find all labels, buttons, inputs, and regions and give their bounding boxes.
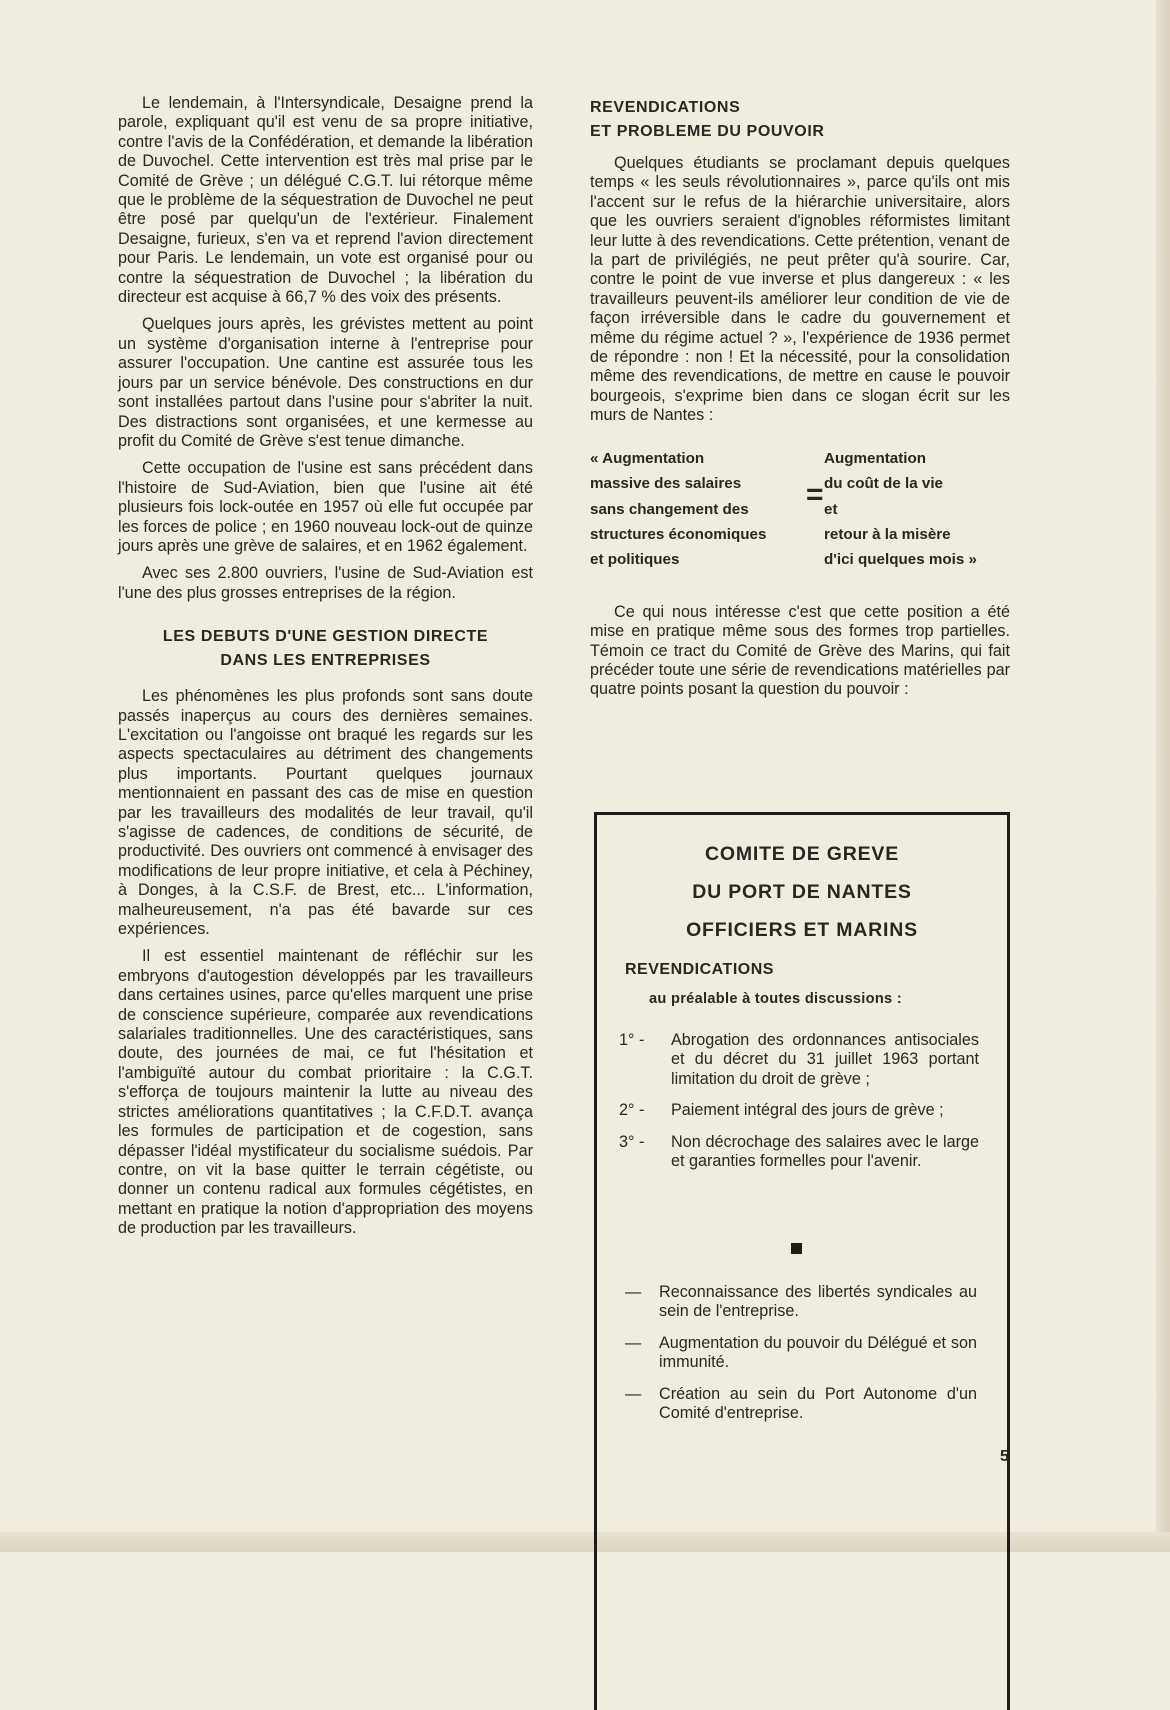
right-paragraph-1: Quelques étudiants se proclamant depuis quelques temps « les seuls révolutionnaires », parce qu'ils ont mis l'accent sur le refus de la hiérarchie universitaire, alors que les ouvriers seraient d'ignobles réformistes limitant leur lutte à des revendications. Cette prétention, venant de la part de privilégiés, ne peut prêter qu'à sourire. Car, contre le point de vue inverse et plus dangereux : « les travailleurs peuvent-ils améliorer leur condition de vie de façon irréversible dans le cadre du gouvernement et même du régime actuel ? », l'expérience de 1936 permet de répondre : non ! Et la nécessité, pour la consolidation même des revendications, de mettre en cause le pouvoir bourgeois, s'exprime bien dans ce slogan écrit sur les murs de Nantes : xyxy=(590,154,1010,425)
numbered-demands-list xyxy=(619,1031,979,1183)
right-column xyxy=(590,94,1010,708)
slogan-line: d'ici quelques mois » xyxy=(824,551,977,569)
slogan-equals-sign: = xyxy=(806,477,824,511)
slogan-block xyxy=(590,446,1010,573)
box-title-line: DU PORT DE NANTES xyxy=(692,881,912,903)
list-item-number: 3° - xyxy=(619,1132,645,1151)
dash-demands-list xyxy=(625,1283,977,1435)
strike-committee-box xyxy=(594,812,1010,1710)
slogan-right xyxy=(820,446,1006,573)
left-paragraph-2: Quelques jours après, les grévistes mettent au point un système d'organisation interne à l'entreprise pour assurer l'occupation. Une cantine est assurée tous les jours par un service bénévole. Des constructions en dur sont installées partout dans l'usine pour s'abriter la nuit. Des distractions sont organisées, et une kermesse au profit du Comité de Grève s'est tenue dimanche. xyxy=(118,315,533,450)
section-heading-gestion xyxy=(118,625,533,673)
list-item-text: Non décrochage des salaires avec le large et garanties formelles pour l'avenir. xyxy=(671,1132,979,1171)
left-paragraph-3: Cette occupation de l'usine est sans précédent dans l'histoire de Sud-Aviation, bien que l'usine ait été plusieurs fois lock-outée en 1957 où elle fut occupée par les forces de police ; en 1960 nouveau lock-out de quinze jours après une grève de salaires, et en 1962 également. xyxy=(118,459,533,555)
list-item xyxy=(625,1385,977,1424)
list-item xyxy=(625,1334,977,1373)
list-item-number: 2° - xyxy=(619,1101,645,1120)
left-paragraph-1: Le lendemain, à l'Intersyndicale, Desaigne prend la parole, expliquant qu'il est venu de sa propre initiative, contre l'avis de la Confédération, et demande la libération de Duvochel. Cette intervention est très mal prise par le Comité de Grève ; un délégué C.G.T. lui rétorque même que le problème de la séquestration de Duvochel ne peut être posé par quelqu'un de l'extérieur. Finalement Desaigne, furieux, s'en va et reprend l'avion directement pour Paris. Le lendemain, un vote est organisé pour ou contre la séquestration de Duvochel ; la libération du directeur est acquise à 66,7 % des voix des présents. xyxy=(118,94,533,307)
list-item-text: Création au sein du Port Autonome d'un Comité d'entreprise. xyxy=(659,1384,977,1423)
list-item-text: Abrogation des ordonnances antisociales et du décret du 31 juillet 1963 portant limitation du droit de grève ; xyxy=(671,1031,979,1088)
box-title-line: OFFICIERS ET MARINS xyxy=(686,919,918,941)
left-paragraph-4: Avec ses 2.800 ouvriers, l'usine de Sud-Aviation est l'une des plus grosses entreprises de la région. xyxy=(118,564,533,602)
page-edge-right xyxy=(1156,0,1170,1552)
slogan-line: du coût de la vie xyxy=(824,475,943,493)
section-heading-line: ET PROBLEME DU POUVOIR xyxy=(590,123,825,140)
slogan-line: retour à la misère xyxy=(824,525,951,543)
slogan-line: sans changement des xyxy=(590,500,749,518)
right-paragraph-2: Ce qui nous intéresse c'est que cette position a été mise en pratique même sous des formes trop partielles. Témoin ce tract du Comité de Grève des Marins, qui fait précéder toute une série de revendications matérielles par quatre points posant la question du pouvoir : xyxy=(590,602,1010,699)
list-item-number: 1° - xyxy=(619,1031,645,1049)
list-item-dash: — xyxy=(625,1384,642,1403)
slogan-line: Augmentation xyxy=(824,449,927,467)
square-separator-icon xyxy=(791,1243,802,1254)
slogan-line: « Augmentation xyxy=(590,449,705,467)
box-revendications-subheading: au préalable à toutes discussions : xyxy=(649,991,902,1007)
list-item-text: Paiement intégral des jours de grève ; xyxy=(671,1101,944,1120)
slogan-line: massive des salaires xyxy=(590,475,742,493)
box-title xyxy=(597,835,1007,949)
list-item-dash: — xyxy=(625,1283,642,1301)
section-heading-line: DANS LES ENTREPRISES xyxy=(220,652,431,670)
box-title-line: COMITE DE GREVE xyxy=(704,843,900,865)
section-heading-line: REVENDICATIONS xyxy=(590,99,741,116)
slogan-line: et xyxy=(824,500,838,518)
left-paragraph-5: Les phénomènes les plus profonds sont sans doute passés inaperçus au cours des dernières semaines. L'excitation ou l'angoisse ont braqué les regards sur les aspects spectaculaires au détriment des changements plus importants. Pourtant quelques journaux mentionnaient en passant des cas de mise en question par les travailleurs des modalités de leur travail, qu'il s'agisse de cadences, de conditions de sécurité, de productivité. Des ouvriers ont commencé à envisager des modifications de leur propre initiative, et cela à Péchiney, à Donges, à la C.S.F. de Brest, etc... L'information, malheureusement, n'a pas été bavarde sur ces expériences. xyxy=(118,687,533,939)
section-heading-revendications xyxy=(590,96,1010,144)
list-item xyxy=(619,1101,979,1120)
slogan-line: et politiques xyxy=(590,551,680,569)
section-heading-line: LES DEBUTS D'UNE GESTION DIRECTE xyxy=(162,628,489,646)
page-number: 5 xyxy=(1000,1448,1009,1465)
slogan-left xyxy=(590,446,806,573)
left-paragraph-6: Il est essentiel maintenant de réfléchir sur les embryons d'autogestion développés par les travailleurs dans certaines usines, parce qu'elles marquent une prise de conscience supérieure, comparée aux revendications salariales traditionnelles. Une des caractéristiques, sans doute, des journées de mai, ce fut l'hésitation et l'ambiguïté autour du combat prioritaire : la C.G.T. s'efforça de toujours maintenir la lutte au niveau des strictes améliorations quantitatives ; la C.F.D.T. avança les formules de participation et de cogestion, sans dépasser l'idéal mystificateur du socialisme suédois. Par contre, on vit la base quitter le terrain cégétiste, ou donner un contenu radical aux formules cégétistes, en mettant en pratique la notion d'appropriation des moyens de production par les travailleurs. xyxy=(118,947,533,1238)
list-item xyxy=(625,1283,977,1322)
list-item-text: Augmentation du pouvoir du Délégué et son immunité. xyxy=(659,1333,977,1372)
slogan-line: structures économiques xyxy=(590,525,767,543)
left-column xyxy=(118,94,533,1247)
list-item-text: Reconnaissance des libertés syndicales au sein de l'entreprise. xyxy=(659,1283,977,1321)
box-revendications-heading: REVENDICATIONS xyxy=(625,961,774,978)
list-item xyxy=(619,1031,979,1089)
list-item-dash: — xyxy=(625,1333,642,1352)
list-item xyxy=(619,1133,979,1172)
